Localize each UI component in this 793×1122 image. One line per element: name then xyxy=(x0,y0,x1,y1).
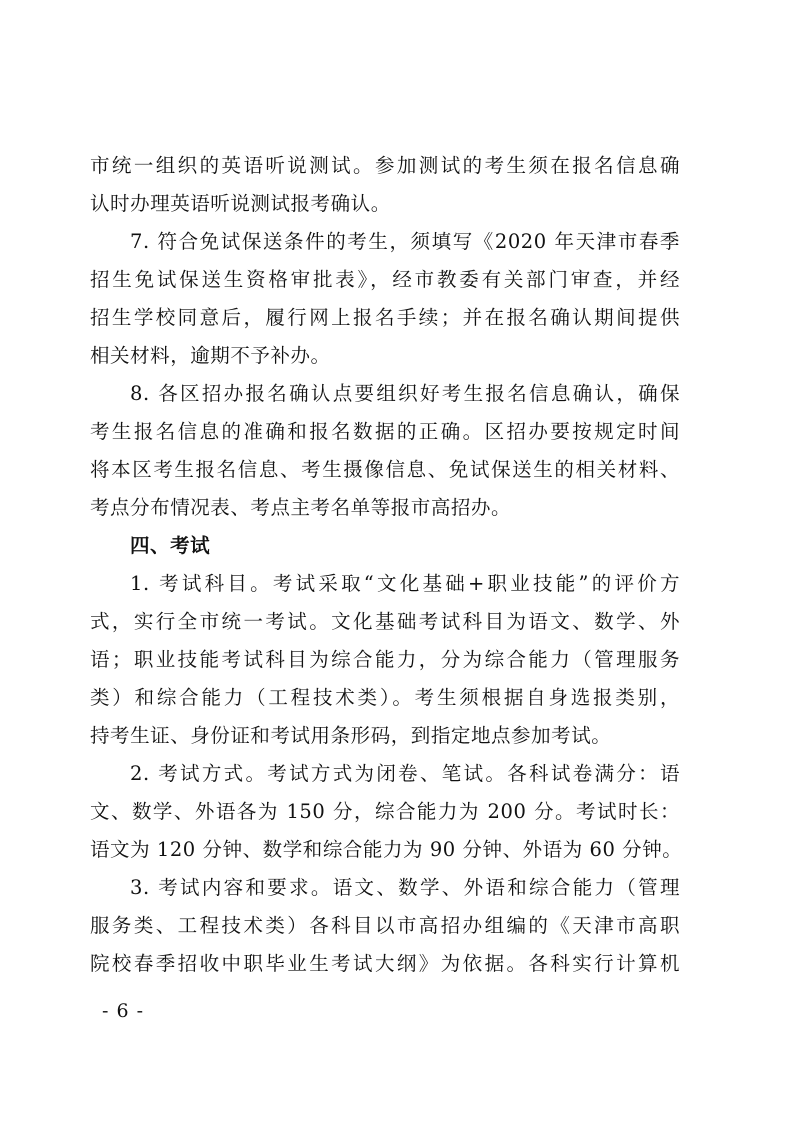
text-line: 招生学校同意后，履行网上报名手续；并在报名确认期间提供 xyxy=(90,306,680,329)
text-line: 语文为 120 分钟、数学和综合能力为 90 分钟、外语为 60 分钟。 xyxy=(90,838,683,861)
text-line: 院校春季招收中职毕业生考试大纲》为依据。各科实行计算机 xyxy=(90,952,680,975)
text-line: 服务类、工程技术类）各科目以市高招办组编的《天津市高职 xyxy=(90,914,680,937)
page-number: - 6 - xyxy=(102,1000,145,1022)
text-line: 招生免试保送生资格审批表》，经市教委有关部门审查，并经 xyxy=(90,268,680,291)
section-heading: 四、考试 xyxy=(130,534,211,557)
text-line: 1. 考试科目。考试采取“文化基础+职业技能”的评价方 xyxy=(130,572,680,595)
text-line: 8. 各区招办报名确认点要组织好考生报名信息确认，确保 xyxy=(130,382,680,405)
text-line: 市统一组织的英语听说测试。参加测试的考生须在报名信息确 xyxy=(90,154,680,177)
text-line: 考点分布情况表、考点主考名单等报市高招办。 xyxy=(90,496,512,519)
text-line: 将本区考生报名信息、考生摄像信息、免试保送生的相关材料、 xyxy=(90,458,680,481)
text-line: 类）和综合能力（工程技术类）。考生须根据自身选报类别， xyxy=(90,686,680,709)
text-line: 相关材料，逾期不予补办。 xyxy=(90,344,331,367)
text-line: 语；职业技能考试科目为综合能力，分为综合能力（管理服务 xyxy=(90,648,680,671)
text-line: 2. 考试方式。考试方式为闭卷、笔试。各科试卷满分：语 xyxy=(130,762,680,785)
text-line: 3. 考试内容和要求。语文、数学、外语和综合能力（管理 xyxy=(130,876,680,899)
text-line: 式，实行全市统一考试。文化基础考试科目为语文、数学、外 xyxy=(90,610,680,633)
text-line: 7. 符合免试保送条件的考生，须填写《2020 年天津市春季 xyxy=(130,230,680,253)
text-line: 考生报名信息的准确和报名数据的正确。区招办要按规定时间 xyxy=(90,420,680,443)
text-line: 文、数学、外语各为 150 分，综合能力为 200 分。考试时长： xyxy=(90,800,680,823)
text-line: 认时办理英语听说测试报考确认。 xyxy=(90,192,391,215)
text-line: 持考生证、身份证和考试用条形码，到指定地点参加考试。 xyxy=(90,724,612,747)
